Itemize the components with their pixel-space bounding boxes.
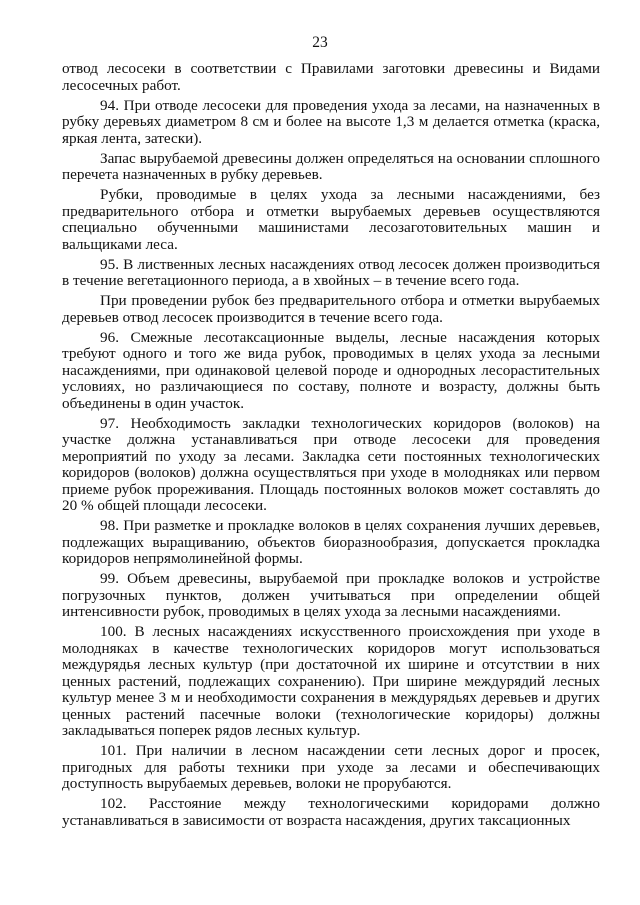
paragraph-94: 94. При отводе лесосеки для проведения ухода за лесами, на назначенных в рубку деревьях диаметром 8 см и более на высоте 1,3 м делается отметка (краска, яркая лента, затески). [62,96,600,147]
paragraph-96: 96. Смежные лесотаксационные выделы, лесные насаждения которых требуют одного и того же вида рубок, проводимых в целях ухода за лесными насаждениями, при одинаковой целевой породе и однородных лесорастительных условиях, но различающиеся по составу, полноте и возрасту, должны быть объединены в один участок. [62,328,600,412]
paragraph-97: 97. Необходимость закладки технологических коридоров (волоков) на участке должна устанавливаться при отводе лесосеки для проведения мероприятий по уходу за лесами. Закладка сети постоянных технологических коридоров (волоков) должна осуществляться при уходе в молодняках или первом приеме рубок прореживания. Площадь постоянных волоков может составлять до 20 % общей площади лесосеки. [62,414,600,514]
paragraph-94-cuttings: Рубки, проводимые в целях ухода за лесными насаждениями, без предварительного отбора и отметки вырубаемых деревьев осуществляются специально обученными машинистами лесозаготовительных машин и вальщиками леса. [62,186,600,253]
paragraph-95-allotment: При проведении рубок без предварительного отбора и отметки вырубаемых деревьев отвод лесосек производится в течение всего года. [62,292,600,326]
paragraph-94-stock: Запас вырубаемой древесины должен определяться на основании сплошного перечета назначенных в рубку деревьев. [62,149,600,183]
paragraph-98: 98. При разметке и прокладке волоков в целях сохранения лучших деревьев, подлежащих выращиванию, объектов биоразнообразия, допускается прокладка коридоров непрямолинейной формы. [62,517,600,567]
paragraph-95: 95. В лиственных лесных насаждениях отвод лесосек должен производиться в течение вегетационного периода, а в хвойных – в течение всего года. [62,255,600,289]
paragraph-101: 101. При наличии в лесном насаждении сети лесных дорог и просек, пригодных для работы техники при уходе за лесами и обеспечивающих доступность вырубаемых деревьев, волоки не прорубаются. [62,742,600,792]
document-body [62,61,600,833]
paragraph-102: 102. Расстояние между технологическими коридорами должно устанавливаться в зависимости от возраста насаждения, других таксационных [62,795,600,829]
page-number: 23 [312,34,328,51]
paragraph-100: 100. В лесных насаждениях искусственного происхождения при уходе в молодняках в качестве технологических коридоров могут использоваться междурядья лесных культур (при достаточной их ширине и отсутствии в них ценных растений, подлежащих сохранению). При ширине междурядий лесных культур менее 3 м и необходимости сохранения в междурядьях деревьев и других ценных растений пасечные волоки (технологические коридоры) должны закладываться поперек рядов лесных культур. [62,623,600,739]
paragraph-continuation: отвод лесосеки в соответствии с Правилами заготовки древесины и Видами лесосечных работ. [62,60,600,94]
paragraph-99: 99. Объем древесины, вырубаемой при прокладке волоков и устройстве погрузочных пунктов, должен учитываться при определении общей интенсивности рубок, проводимых в целях ухода за лесными насаждениями. [62,570,600,620]
